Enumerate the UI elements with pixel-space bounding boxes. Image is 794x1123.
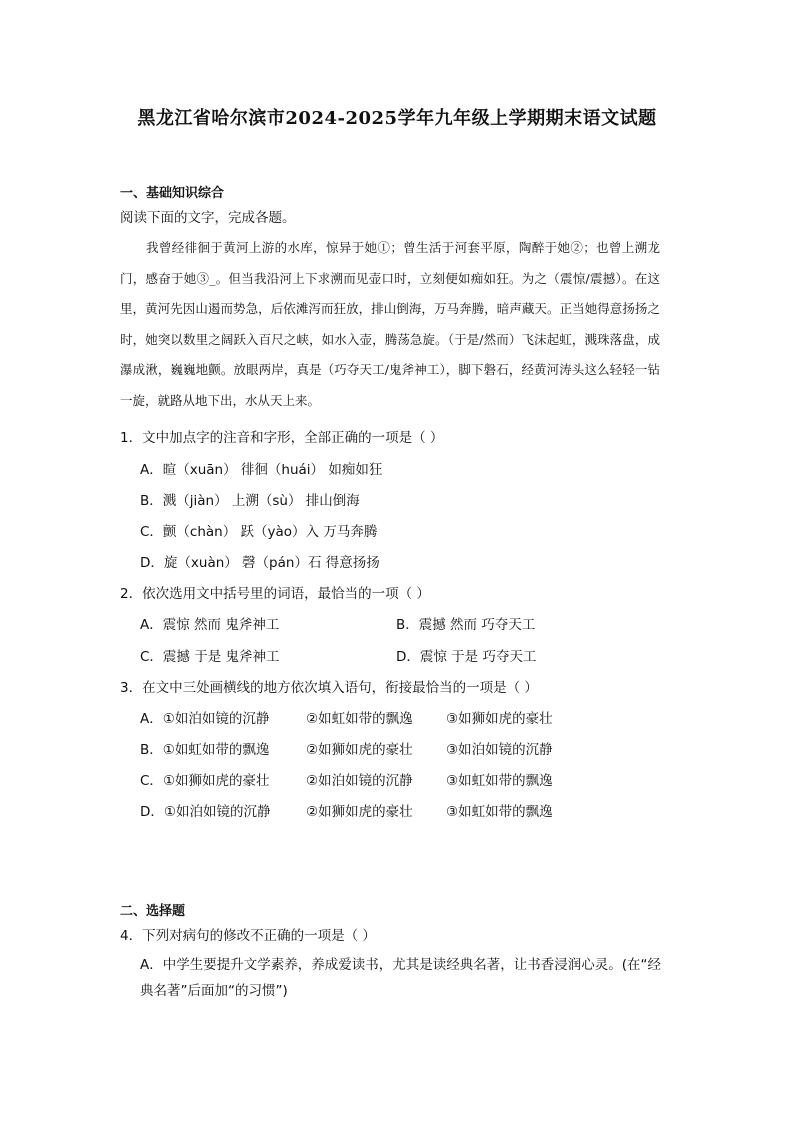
q1-option-d[interactable]: D．旋（xuàn） 磬（pán）石 得意扬扬 xyxy=(140,555,380,571)
q2-option-c[interactable]: C．震撼 于是 鬼斧神工 xyxy=(140,649,280,665)
option-part-1: ①如泊如镜的沉静 xyxy=(162,711,270,727)
q3-option-b[interactable] xyxy=(140,738,269,758)
q2-option-a[interactable]: A．震惊 然而 鬼斧神工 xyxy=(140,617,280,633)
reading-passage: 我曾经徘徊于黄河上游的水库，惊异于她①；曾生活于河套平原，陶醉于她②；也曾上溯龙门，感奋于她③_。但当我沿河上下求溯而见壶口时，立刻便如痴如狂。为之（震惊/震撼）。在这里，黄河先因山遏而势急，后依滩泻而狂放，排山倒海，万马奔腾，暗声藏天。正当她得意扬扬之时，她突以数里之阔跃入百尺之峡，如水入壶，腾荡急旋。（于是/然而）飞沫起虹，溅珠落盘，成瀑成湫，巍巍地颤。放眼两岸，真是（巧夺天工/鬼斧神工），脚下磐石，经黄河涛头这么轻轻一钻一旋，就路从地下出，水从天上来。 xyxy=(120,240,660,408)
q2-option-b[interactable]: B．震撼 然而 巧夺天工 xyxy=(396,617,536,633)
q1-option-c[interactable]: C．颤（chàn） 跃（yào）入 万马奔腾 xyxy=(140,524,378,540)
q3-option-b-part-2: ②如狮如虎的豪壮 xyxy=(306,742,413,758)
q3-option-d-part-2: ②如狮如虎的豪壮 xyxy=(306,804,413,820)
q3-option-a-part-2: ②如虹如带的飘逸 xyxy=(306,711,413,727)
option-letter: C． xyxy=(140,773,163,789)
section-heading-2: 二、选择题 xyxy=(120,904,186,919)
q4-option-a[interactable]: A．中学生要提升文学素养，养成爱读书，尤其是读经典名著，让书香浸润心灵。(在“经典名著”后面加“的习惯”) xyxy=(140,957,661,999)
q3-option-a-part-3: ③如狮如虎的豪壮 xyxy=(446,711,553,727)
q3-option-d-part-3: ③如虹如带的飘逸 xyxy=(446,804,553,820)
q3-option-c-part-2: ②如泊如镜的沉静 xyxy=(306,773,413,789)
q2-option-d[interactable]: D．震惊 于是 巧夺天工 xyxy=(396,649,537,665)
q3-option-b-part-3: ③如泊如镜的沉静 xyxy=(446,742,553,758)
option-letter: A． xyxy=(140,711,163,727)
page-title: 黑龙江省哈尔滨市2024-2025学年九年级上学期期末语文试题 xyxy=(137,108,657,129)
option-letter: B． xyxy=(140,742,163,758)
question-2: 2．依次选用文中括号里的词语，最恰当的一项（ ） xyxy=(120,586,430,602)
q1-option-a[interactable]: A．暄（xuān） 徘徊（huái） 如痴如狂 xyxy=(140,462,383,478)
q3-option-c-part-3: ③如虹如带的飘逸 xyxy=(446,773,553,789)
option-part-1: ①如狮如虎的豪壮 xyxy=(162,773,270,789)
q3-option-d[interactable] xyxy=(140,800,271,820)
q1-option-b[interactable]: B．溅（jiàn） 上溯（sù） 排山倒海 xyxy=(140,493,360,509)
question-4: 4．下列对病句的修改不正确的一项是（ ） xyxy=(120,928,376,944)
option-part-1: ①如虹如带的飘逸 xyxy=(162,742,270,758)
section-heading-1: 一、基础知识综合 xyxy=(120,186,225,201)
question-3: 3．在文中三处画横线的地方依次填入语句，衔接最恰当的一项是（ ） xyxy=(120,680,538,696)
instruction-text: 阅读下面的文字，完成各题。 xyxy=(120,210,296,226)
option-part-1: ①如泊如镜的沉静 xyxy=(163,804,271,820)
question-1: 1．文中加点字的注音和字形，全部正确的一项是（ ） xyxy=(120,430,444,446)
q3-option-a[interactable] xyxy=(140,707,269,727)
option-letter: D． xyxy=(140,804,164,820)
q3-option-c[interactable] xyxy=(140,769,270,789)
